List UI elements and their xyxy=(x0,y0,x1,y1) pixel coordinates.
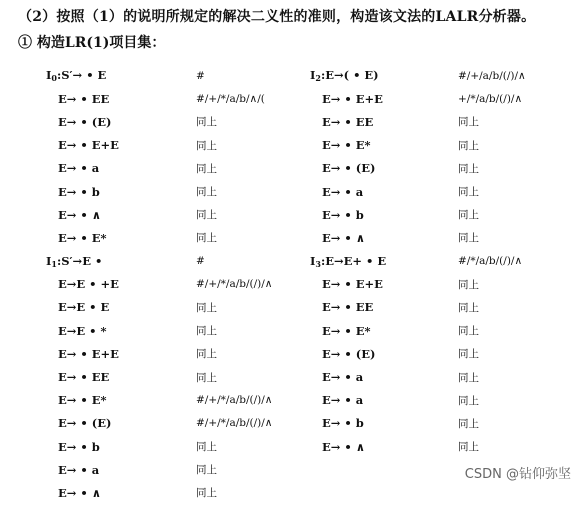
production: E→ • ∧ xyxy=(322,230,366,245)
item-row xyxy=(310,226,526,249)
state-separator: : xyxy=(56,68,62,83)
item-row xyxy=(310,157,526,180)
production: S′→E • xyxy=(61,253,103,268)
production: E→ • (E) xyxy=(322,346,376,361)
item-row xyxy=(310,273,526,296)
lookahead-set: 同上 xyxy=(458,325,479,338)
lookahead-set: 同上 xyxy=(196,325,217,338)
lookahead-set: # xyxy=(196,69,205,82)
lookahead-set: #/+/*/a/b/∧/( xyxy=(196,92,265,105)
production: E→ • b xyxy=(58,439,100,454)
production: E→E+ • E xyxy=(325,253,387,268)
lr1-item xyxy=(46,231,196,245)
item-row xyxy=(46,110,272,133)
lookahead-set: 同上 xyxy=(196,371,217,384)
item-row xyxy=(46,319,272,342)
state-number: 1 xyxy=(51,258,57,269)
item-row xyxy=(46,87,272,110)
item-row xyxy=(310,110,526,133)
state-letter: I xyxy=(46,68,52,83)
item-row xyxy=(46,481,272,504)
item-row xyxy=(310,296,526,319)
state-number: 2 xyxy=(315,73,321,84)
item-row xyxy=(46,134,272,157)
item-row xyxy=(46,226,272,249)
production: E→ • a xyxy=(58,462,100,477)
lr1-item xyxy=(46,277,196,291)
production: E→ • ∧ xyxy=(58,207,102,222)
item-row xyxy=(46,365,272,388)
lookahead-set: 同上 xyxy=(458,394,479,407)
lr1-item xyxy=(310,161,458,175)
lr1-item xyxy=(46,161,196,175)
lr1-item xyxy=(46,347,196,361)
production: E→E • E xyxy=(58,300,110,315)
state-separator: : xyxy=(56,253,62,268)
item-row xyxy=(46,435,272,458)
production: E→ • EE xyxy=(322,114,374,129)
lr1-item xyxy=(46,486,196,500)
production: E→ • (E) xyxy=(58,416,112,431)
lookahead-set: 同上 xyxy=(196,348,217,361)
lr1-item xyxy=(46,92,196,106)
item-row xyxy=(310,134,526,157)
lookahead-set: 同上 xyxy=(196,301,217,314)
lookahead-set: 同上 xyxy=(196,209,217,222)
item-row xyxy=(46,180,272,203)
item-row xyxy=(46,296,272,319)
state-separator: : xyxy=(320,68,326,83)
production: E→ • (E) xyxy=(322,161,376,176)
lookahead-set: 同上 xyxy=(458,232,479,245)
lookahead-set: 同上 xyxy=(458,417,479,430)
item-set-header-row xyxy=(46,250,272,273)
lookahead-set: 同上 xyxy=(458,162,479,175)
production: E→ • E+E xyxy=(58,138,119,153)
production: E→ • a xyxy=(322,370,364,385)
item-row xyxy=(46,157,272,180)
lr1-item xyxy=(310,300,458,314)
lookahead-set: 同上 xyxy=(458,348,479,361)
lookahead-set: #/+/a/b/(/)/∧ xyxy=(458,69,526,82)
lookahead-set: +/*/a/b/(/)/∧ xyxy=(458,92,523,105)
item-set-column-left xyxy=(46,64,272,505)
production: E→E • * xyxy=(58,323,107,338)
lookahead-set: #/*/a/b/(/)/∧ xyxy=(458,255,523,268)
lr1-item xyxy=(310,208,458,222)
lr1-item xyxy=(46,185,196,199)
lr1-item xyxy=(46,208,196,222)
csdn-watermark: CSDN @钻仰弥坚 xyxy=(464,467,571,482)
lookahead-set: 同上 xyxy=(196,139,217,152)
item-row xyxy=(310,319,526,342)
lr1-item xyxy=(46,300,196,314)
production: E→ • a xyxy=(58,161,100,176)
lr1-item xyxy=(46,115,196,129)
lr1-item xyxy=(46,68,196,83)
lookahead-set: 同上 xyxy=(458,209,479,222)
item-row xyxy=(310,342,526,365)
production: E→ • E+E xyxy=(58,346,119,361)
lookahead-set: 同上 xyxy=(196,162,217,175)
production: E→ • b xyxy=(322,416,364,431)
lr1-item xyxy=(310,92,458,106)
state-letter: I xyxy=(310,68,316,83)
item-row xyxy=(310,203,526,226)
lookahead-set: 同上 xyxy=(458,139,479,152)
lr1-item xyxy=(46,463,196,477)
production: E→ • ∧ xyxy=(322,439,366,454)
production: E→ • (E) xyxy=(58,114,112,129)
lr1-item xyxy=(310,393,458,407)
item-row xyxy=(310,435,526,458)
production: E→ • EE xyxy=(322,300,374,315)
lr1-item xyxy=(310,68,458,83)
item-row xyxy=(46,458,272,481)
lr1-item xyxy=(310,138,458,152)
lr1-item xyxy=(46,254,196,269)
lookahead-set: 同上 xyxy=(196,116,217,129)
production: E→ • E* xyxy=(58,230,107,245)
lr1-item xyxy=(310,370,458,384)
lookahead-set: #/+/*/a/b/(/)/∧ xyxy=(196,278,273,291)
state-letter: I xyxy=(46,253,52,268)
production: E→ • E+E xyxy=(322,91,383,106)
production: S′→ • E xyxy=(61,68,107,83)
lr1-item xyxy=(310,231,458,245)
item-set-header-row xyxy=(46,64,272,87)
lookahead-set: 同上 xyxy=(458,116,479,129)
item-row xyxy=(310,412,526,435)
lookahead-set: #/+/*/a/b/(/)/∧ xyxy=(196,394,273,407)
lr1-item xyxy=(46,138,196,152)
lr1-item xyxy=(310,440,458,454)
state-number: 0 xyxy=(51,73,57,84)
production: E→ • ∧ xyxy=(58,485,102,500)
lr1-item xyxy=(310,254,458,269)
lookahead-set: 同上 xyxy=(196,186,217,199)
item-row xyxy=(310,180,526,203)
lookahead-set: 同上 xyxy=(458,186,479,199)
item-set-column-right xyxy=(310,64,526,458)
production: E→ • E+E xyxy=(322,277,383,292)
lookahead-set: 同上 xyxy=(196,487,217,500)
lr1-item xyxy=(310,185,458,199)
production: E→ • a xyxy=(322,393,364,408)
lookahead-set: 同上 xyxy=(196,232,217,245)
item-row xyxy=(46,203,272,226)
item-set-header-row xyxy=(310,250,526,273)
production: E→ • b xyxy=(58,184,100,199)
production: E→ • a xyxy=(322,184,364,199)
item-row xyxy=(310,87,526,110)
item-row xyxy=(310,365,526,388)
lr1-item xyxy=(46,393,196,407)
lookahead-set: 同上 xyxy=(196,441,217,454)
lookahead-set: 同上 xyxy=(458,278,479,291)
lookahead-set: #/+/*/a/b/(/)/∧ xyxy=(196,417,273,430)
lr1-item xyxy=(310,115,458,129)
lookahead-set: 同上 xyxy=(458,301,479,314)
production: E→ • EE xyxy=(58,91,110,106)
section-subheading: ① 构造LR(1)项目集： xyxy=(18,35,166,51)
item-set-header-row xyxy=(310,64,526,87)
state-separator: : xyxy=(320,253,326,268)
lr1-item xyxy=(46,440,196,454)
state-letter: I xyxy=(310,253,316,268)
item-row xyxy=(46,273,272,296)
production: E→E • +E xyxy=(58,277,119,292)
lookahead-set: # xyxy=(196,255,205,268)
production: E→ • b xyxy=(322,207,364,222)
item-row xyxy=(46,389,272,412)
lr1-item xyxy=(310,324,458,338)
production: E→ • EE xyxy=(58,370,110,385)
production: E→( • E) xyxy=(325,68,379,83)
lookahead-set: 同上 xyxy=(458,371,479,384)
item-row xyxy=(310,389,526,412)
lr1-item xyxy=(46,416,196,430)
item-row xyxy=(46,412,272,435)
question-heading: （2）按照（1）的说明所规定的解决二义性的准则，构造该文法的LALR分析器。 xyxy=(18,9,536,25)
lr1-item xyxy=(46,370,196,384)
production: E→ • E* xyxy=(58,393,107,408)
lr1-item xyxy=(46,324,196,338)
lr1-item xyxy=(310,416,458,430)
production: E→ • E* xyxy=(322,323,371,338)
lr1-item xyxy=(310,277,458,291)
production: E→ • E* xyxy=(322,138,371,153)
lookahead-set: 同上 xyxy=(196,464,217,477)
lr1-item xyxy=(310,347,458,361)
state-number: 3 xyxy=(315,258,321,269)
lookahead-set: 同上 xyxy=(458,441,479,454)
item-row xyxy=(46,342,272,365)
